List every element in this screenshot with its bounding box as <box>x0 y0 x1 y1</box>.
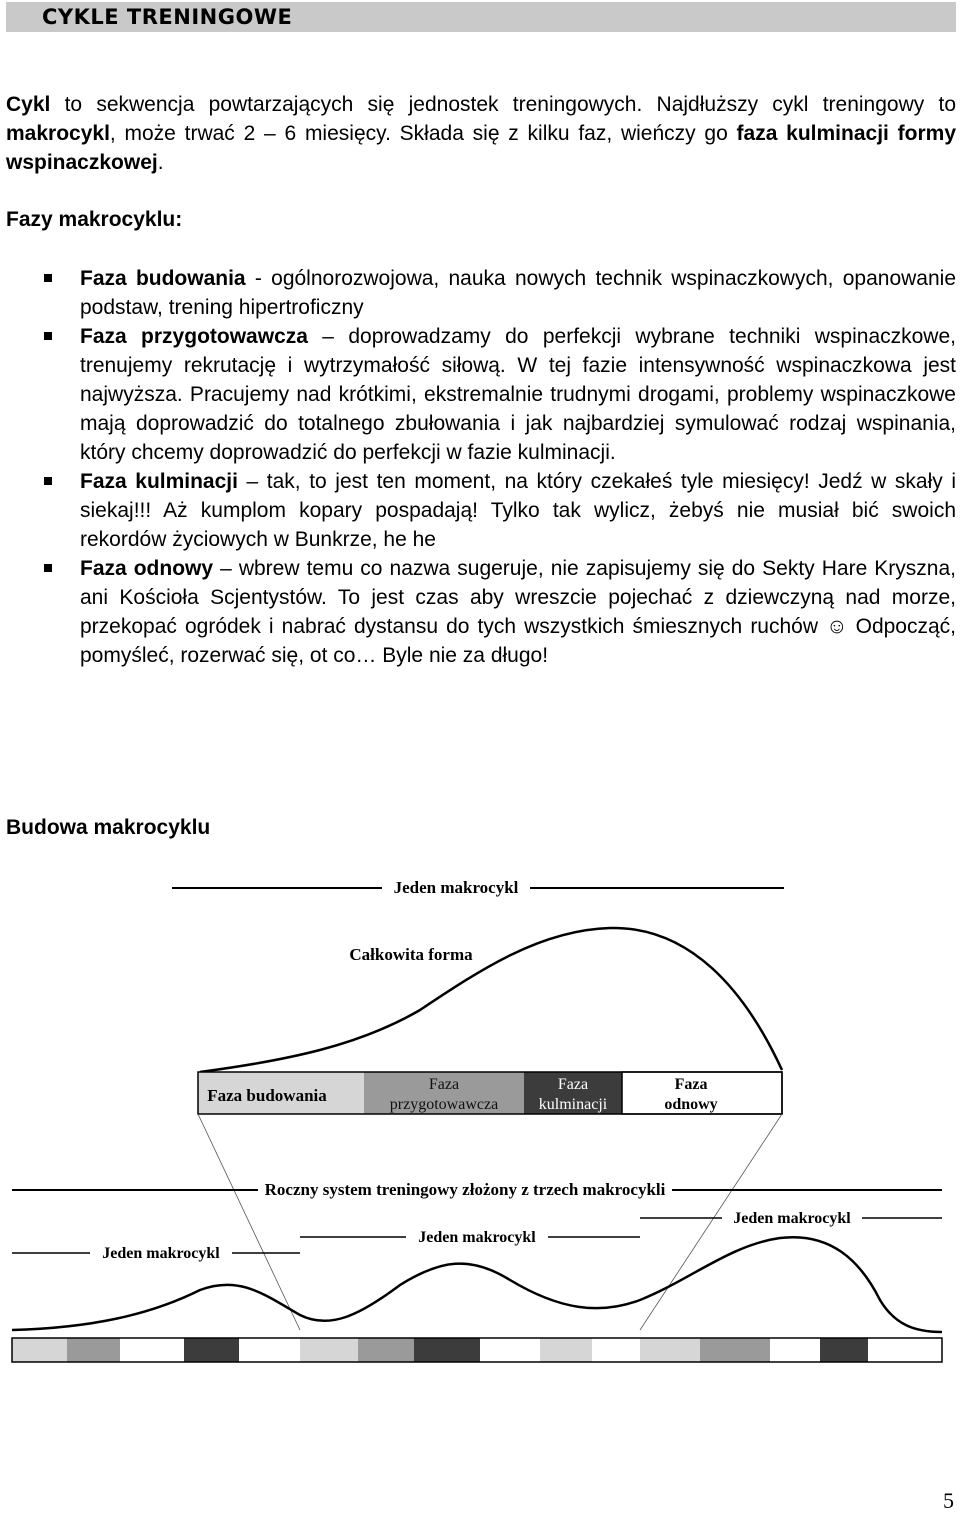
phase-item <box>0 467 956 554</box>
macro-right-label: Jeden makrocykl <box>733 1210 851 1227</box>
term-faza-kulminacji: faza kulminacji formy wspinaczkowej <box>6 122 956 174</box>
phase-kulm-label-1: Faza <box>557 1076 589 1093</box>
phase-item <box>0 554 956 670</box>
seg-kulminacji <box>184 1338 239 1362</box>
seg-kulminacji <box>414 1338 480 1362</box>
phase-description: - ogólnorozwojowa, nauka nowych technik wspinaczkowych, opanowanie podstaw, trening hipertroficzny <box>80 267 957 319</box>
macro-mid-label: Jeden makrocykl <box>418 1229 536 1246</box>
bullet-icon <box>44 564 52 572</box>
phase-odn-label-2: odnowy <box>664 1096 718 1113</box>
phase-item <box>0 264 956 322</box>
phase-name: Faza przygotowawcza <box>80 325 308 348</box>
intro-text-3: . <box>157 151 164 174</box>
phase-item <box>0 322 956 467</box>
phase-description: – wbrew temu co nazwa sugeruje, nie zapisujemy się do Sekty Hare Kryszna, ani Kościoła Scjentystów. To jest czas aby wreszcie pojechać z dziewczyną nad morze, przekopać ogródek i nabrać dystansu do tych wszystkich śmiesznych ruchów ☺ Odpocząć, pomyśleć, rozerwać się, ot co… Byle nie za długo! <box>80 557 956 667</box>
projection-line-left <box>198 1114 300 1330</box>
phase-description: – tak, to jest ten moment, na który czekałeś tyle miesięcy! Jedź w skały i siekaj!!! Aż kumplom kopary pospadają! Tylko tak wylicz, żebyś nie musiał bić swoich rekordów życiowych w Bunkrze, he he <box>80 470 956 551</box>
phases-list <box>0 264 956 670</box>
seg-budowania <box>540 1338 592 1362</box>
seg-kulminacji <box>820 1338 868 1362</box>
phase-name: Faza odnowy <box>80 557 214 580</box>
phase-przyg-label-1: Faza <box>428 1076 460 1093</box>
page-title: CYKLE TRENINGOWE <box>6 2 956 32</box>
seg-przygotowawcza <box>700 1338 770 1362</box>
seg-odnowy <box>480 1338 540 1362</box>
bullet-icon <box>44 332 52 340</box>
seg-przygotowawcza <box>67 1338 120 1362</box>
diagram-heading: Budowa makrocyklu <box>6 816 211 839</box>
yearly-label: Roczny system treningowy złożony z trzech makrocykli <box>264 1180 666 1199</box>
seg-odnowy <box>120 1338 184 1362</box>
phase-odn-label-1: Faza <box>674 1076 708 1093</box>
seg-przygotowawcza <box>358 1338 414 1362</box>
seg-budowania <box>12 1338 67 1362</box>
form-label: Całkowita forma <box>349 945 473 964</box>
phase-name: Faza kulminacji <box>80 470 238 493</box>
seg-budowania <box>640 1338 700 1362</box>
intro-text-1: to sekwencja powtarzających się jednostek treningowych. Najdłuższy cykl treningowy to <box>50 93 956 116</box>
yearly-phase-bar <box>12 1338 942 1362</box>
intro-text-2: , może trwać 2 – 6 miesięcy. Składa się z kilku faz, wieńczy go <box>109 122 737 145</box>
form-curve <box>200 928 782 1072</box>
phases-heading: Fazy makrocyklu: <box>6 208 183 231</box>
phase-kulm-label-2: kulminacji <box>538 1096 608 1113</box>
term-makrocykl: makrocykl <box>6 122 110 145</box>
bullet-icon <box>44 477 52 485</box>
macro-left-label: Jeden makrocykl <box>102 1245 220 1262</box>
macrocycle-diagram <box>0 860 960 1380</box>
phase-budowania-label: Faza budowania <box>207 1086 327 1105</box>
phase-przyg-label-2: przygotowawcza <box>389 1096 499 1113</box>
seg-odnowy <box>592 1338 640 1362</box>
seg-odnowy <box>770 1338 820 1362</box>
macro-label: Jeden makrocykl <box>393 878 519 897</box>
seg-odnowy <box>239 1338 300 1362</box>
phase-description: – doprowadzamy do perfekcji wybrane techniki wspinaczkowe, trenujemy rekrutację i wytrzymałość siłową. W tej fazie intensywność wspinaczkowa jest najwyższa. Pracujemy nad krótkimi, ekstremalnie trudnymi drogami, problemy wspinaczkowe mają doprowadzić do totalnego zbułowania i jak najbardziej symulować rodzaj wspinania, który chcemy doprowadzić do perfekcji w fazie kulminacji. <box>80 325 956 464</box>
bullet-icon <box>44 274 52 282</box>
seg-odnowy <box>868 1338 942 1362</box>
seg-budowania <box>300 1338 358 1362</box>
phase-name: Faza budowania <box>80 267 246 290</box>
intro-paragraph <box>6 90 956 177</box>
term-cykl: Cykl <box>6 93 51 116</box>
page-number: 5 <box>943 1488 954 1513</box>
